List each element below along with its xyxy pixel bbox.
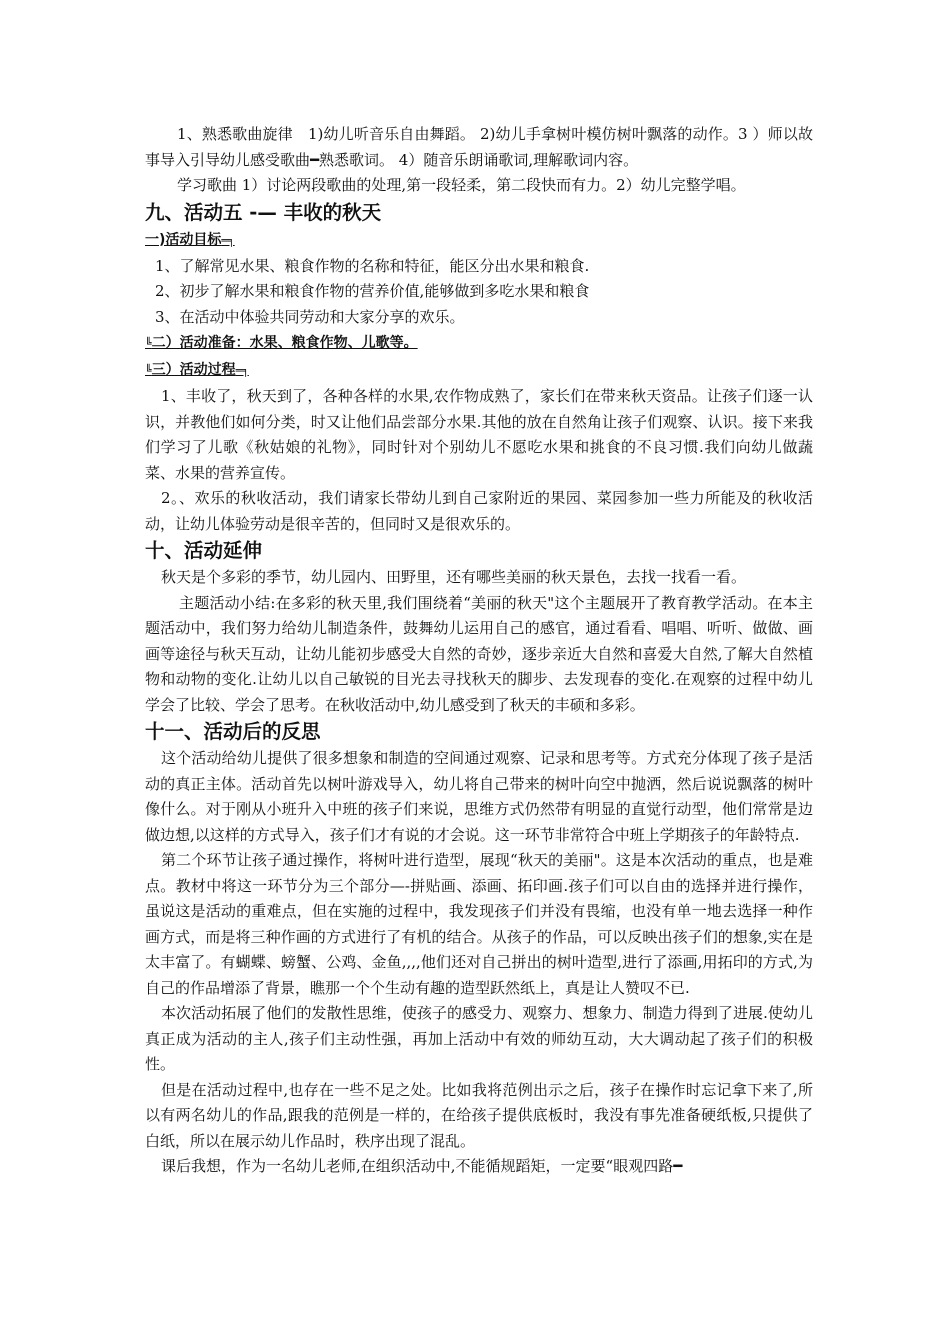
process-heading: ╚三）活动过程═╕ xyxy=(145,362,249,378)
prep-heading-mark: ╚ xyxy=(145,337,152,350)
goal-heading-mark: ═╕ xyxy=(221,233,235,247)
reflection-paragraph: 本次活动拓展了他们的发散性思维，使孩子的感受力、观察力、想象力、制造力得到了进展.使幼儿真正成为活动的主人,孩子们主动性强，再加上活动中有效的师幼互动，大大调动起了孩子们的积极性。 xyxy=(145,1004,813,1073)
summary-paragraph: 主题活动小结:在多彩的秋天里,我们围绕着“美丽的秋天"这个主题展开了教育教学活动。在本主题活动中，我们努力给幼儿制造条件，鼓舞幼儿运用自己的感官，通过看看、唱唱、听听、做做、画画等途径与秋天互动，让幼儿能初步感受大自然的奇妙，逐步亲近大自然和喜爱大自然,了解大自然植物和动物的变化.让幼儿以自己敏锐的目光去寻找秋天的脚步、去发现春的变化.在观察的过程中幼儿学会了比较、学会了思考。在秋收活动中,幼儿感受到了秋天的丰硕和多彩。 xyxy=(145,593,813,714)
reflection-paragraph: 课后我想，作为一名幼儿老师,在组织活动中,不能循规蹈矩，一定要“眼观四路━ xyxy=(161,1157,683,1175)
section9-title: 九、活动五 -— 丰收的秋天 xyxy=(145,200,382,224)
goal-item: 3、在活动中体验共同劳动和大家分享的欢乐。 xyxy=(155,307,465,326)
process-paragraph: 1、丰收了，秋天到了，各种各样的水果,农作物成熟了，家长们在带来秋天资品。让孩子们逐一认识，并教他们如何分类，时又让他们品尝部分水果.其他的放在自然角让孩子们观察、认识。接下来我们学习了儿歌《秋姑娘的礼物》，同时针对个别幼儿不愿吃水果和挑食的不良习惯.我们向幼儿做蔬菜、水果的营养宣传。 xyxy=(145,387,813,482)
reflection-paragraph: 这个活动给幼儿提供了很多想象和制造的空间通过观察、记录和思考等。方式充分体现了孩子是活动的真正主体。活动首先以树叶游戏导入，幼儿将自己带来的树叶向空中抛洒，然后说说飘落的树叶像什么。对于刚从小班升入中班的孩子们来说，思维方式仍然带有明显的直觉行动型，他们常常是边做边想,以这样的方式导入，孩子们才有说的才会说。这一环节非常符合中班上学期孩子的年龄特点. xyxy=(145,749,813,844)
extension-paragraph-1: 秋天是个多彩的季节，幼儿园内、田野里，还有哪些美丽的秋天景色，去找一找看一看。 xyxy=(161,568,747,586)
reflection-paragraph: 但是在活动过程中,也存在一些不足之处。比如我将范例出示之后，孩子在操作时忘记拿下来了,所以有两名幼儿的作品,跟我的范例是一样的，在给孩子提供底板时，我没有事先准备硬纸板,只提供了白纸，所以在展示幼儿作品时，秩序出现了混乱。 xyxy=(145,1080,813,1150)
section10-title: 十、活动延伸 xyxy=(145,539,263,562)
intro-paragraph-2: 学习歌曲 1）讨论两段歌曲的处理,第一段轻柔，第二段快而有力。2）幼儿完整学唱。 xyxy=(177,176,746,194)
process-paragraph: 2。、欢乐的秋收活动，我们请家长带幼儿到自己家附近的果园、菜园参加一些力所能及的秋收活动，让幼儿体验劳动是很辛苦的，但同时又是很欢乐的。 xyxy=(145,489,813,533)
prep-heading: ╚二）活动准备：水果、粮食作物、儿歌等。 xyxy=(145,335,418,351)
process-heading-mark: ═╕ xyxy=(235,364,249,377)
document-page xyxy=(145,122,813,1180)
section11-title: 十一、活动后的反思 xyxy=(145,720,321,743)
goal-heading: 一)活动目标═╕ xyxy=(145,231,235,248)
process-heading-prefix: ╚ xyxy=(145,364,152,377)
reflection-paragraph: 第二个环节让孩子通过操作，将树叶进行造型，展现“秋天的美丽"。这是本次活动的重点，也是难点。教材中将这一环节分为三个部分—-拼贴画、添画、拓印画.孩子们可以自由的选择并进行操作，虽说这是活动的重难点，但在实施的过程中，我发现孩子们并没有畏缩，也没有单一地去选择一种作画方式，而是将三种作画的方式进行了有机的结合。从孩子的作品，可以反映出孩子们的想象,实在是太丰富了。有蝴蝶、螃蟹、公鸡、金鱼,,,,他们还对自己拼出的树叶造型,进行了添画,用拓印的方式,为自己的作品增添了背景，瞧那一个个生动有趣的造型跃然纸上，真是让人赞叹不已. xyxy=(145,851,813,997)
intro-paragraph-1: 1、熟悉歌曲旋律 1)幼儿听音乐自由舞蹈。 2)幼儿手拿树叶模仿树叶飘落的动作。3 ）师以故事导入引导幼儿感受歌曲━熟悉歌词。 4）随音乐朗诵歌词,理解歌词内容。 xyxy=(145,125,813,169)
goal-item: 1、了解常见水果、粮食作物的名称和特征，能区分出水果和粮食. xyxy=(155,256,590,275)
goal-item: 2、初步了解水果和粮食作物的营养价值,能够做到多吃水果和粮食 xyxy=(155,282,590,300)
goal-list xyxy=(145,254,813,331)
